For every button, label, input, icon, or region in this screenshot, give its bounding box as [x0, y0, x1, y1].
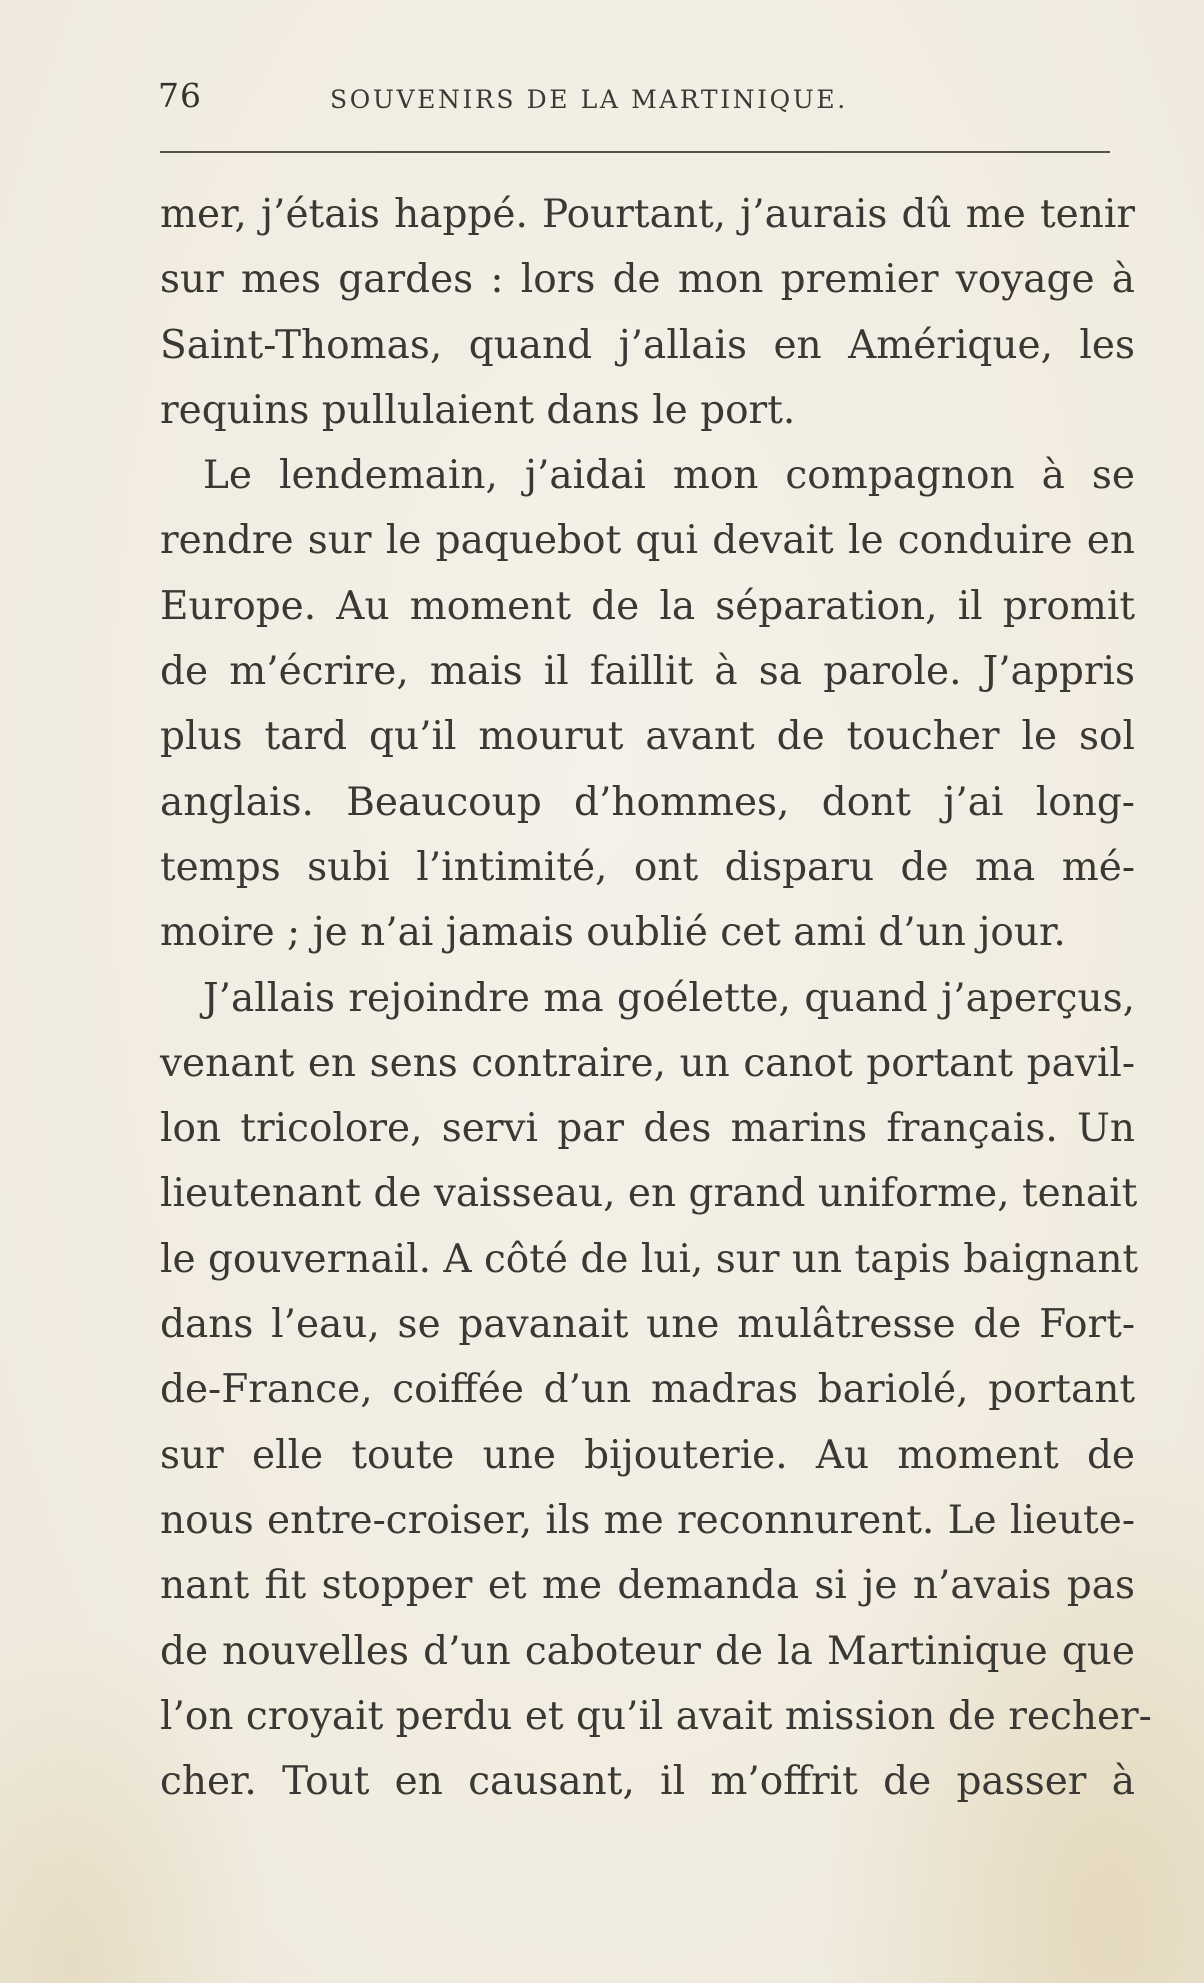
text-line: nant fit stopper et me demanda si je n’avais pas	[160, 1563, 1135, 1609]
text-line: mer, j’étais happé. Pourtant, j’aurais dû me tenir	[160, 192, 1135, 237]
text-line: Europe. Au moment de la séparation, il promit	[160, 583, 1135, 629]
header-rule	[160, 151, 1110, 153]
text-line: J’allais rejoindre ma goélette, quand j’aperçus,	[203, 975, 1135, 1021]
text-line: plus tard qu’il mourut avant de toucher le sol	[160, 714, 1135, 760]
text-line: lieutenant de vaisseau, en grand uniforme, tenait	[160, 1171, 1138, 1217]
text-line: moire ; je n’ai jamais oublié cet ami d’un jour.	[160, 910, 1066, 956]
text-line: Le lendemain, j’aidai mon compagnon à se	[203, 453, 1135, 499]
running-head	[158, 76, 1130, 120]
text-line: l’on croyait perdu et qu’il avait mission de recher-	[160, 1693, 1152, 1739]
text-line: rendre sur le paquebot qui devait le conduire en	[160, 518, 1135, 564]
text-line: temps subi l’intimité, ont disparu de ma mé-	[160, 844, 1135, 890]
text-line: de nouvelles d’un caboteur de la Martinique que	[160, 1628, 1135, 1674]
text-line: sur elle toute une bijouterie. Au moment de	[160, 1432, 1135, 1478]
body-text	[160, 182, 1152, 1814]
text-line: dans l’eau, se pavanait une mulâtresse de Fort-	[160, 1302, 1135, 1348]
text-line: le gouvernail. A côté de lui, sur un tapis baignant	[160, 1236, 1139, 1282]
text-line: Saint-Thomas, quand j’allais en Amérique, les	[160, 322, 1135, 368]
text-line: sur mes gardes : lors de mon premier voyage à	[160, 257, 1135, 303]
text-line: requins pullulaient dans le port.	[160, 387, 796, 433]
text-line: anglais. Beaucoup d’hommes, dont j’ai long-	[160, 779, 1135, 825]
text-line: venant en sens contraire, un canot portant pavil-	[160, 1040, 1135, 1086]
text-line: de-France, coiffée d’un madras bariolé, portant	[160, 1367, 1135, 1413]
text-line: cher. Tout en causant, il m’offrit de passer à	[160, 1759, 1135, 1805]
text-line: lon tricolore, servi par des marins français. Un	[160, 1106, 1135, 1152]
text-line: nous entre-croiser, ils me reconnurent. Le lieute-	[160, 1497, 1135, 1543]
page-number: 76	[158, 76, 202, 115]
text-line: de m’écrire, mais il faillit à sa parole. J’appris	[160, 649, 1135, 695]
running-title: SOUVENIRS DE LA MARTINIQUE.	[330, 85, 848, 114]
